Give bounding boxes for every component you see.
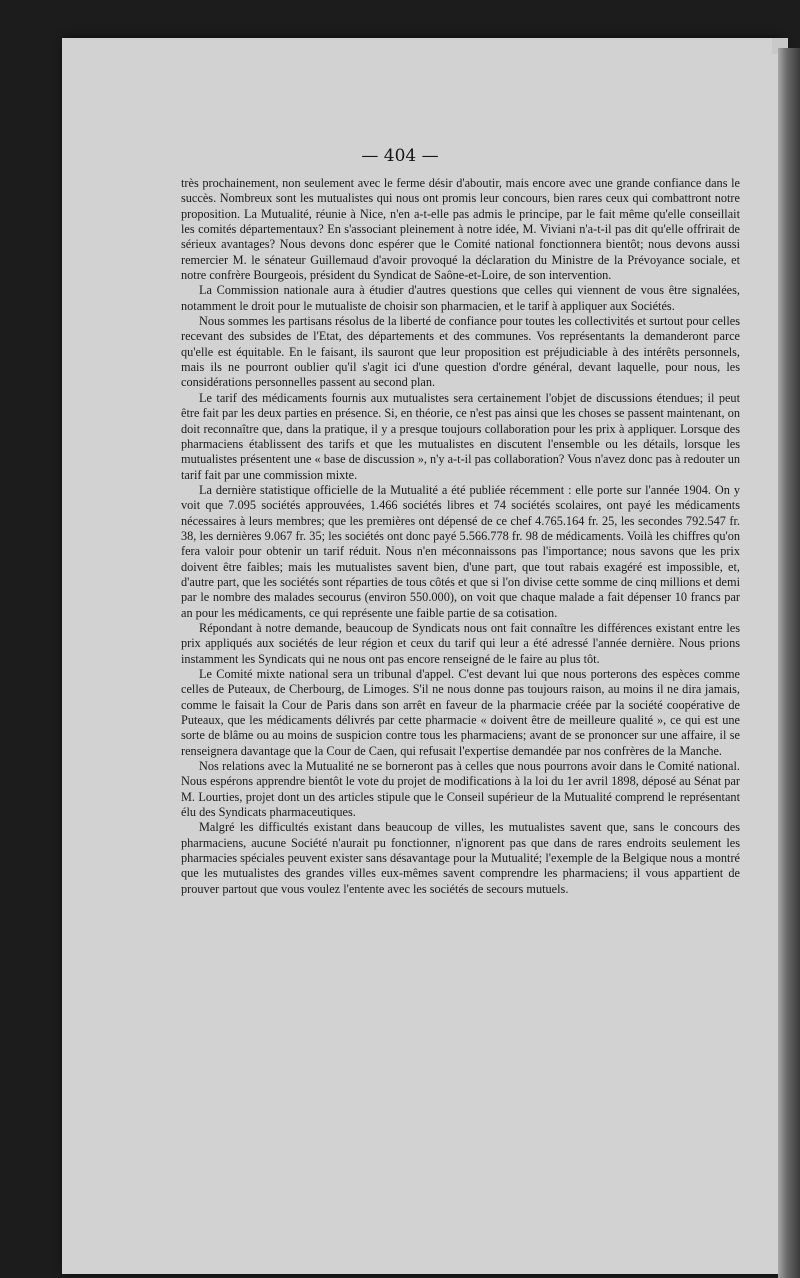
paragraph: très prochainement, non seulement avec le ferme désir d'aboutir, mais encore avec une grande confiance dans le succès. Nombreux sont les mutualistes qui nous ont promis leur concours, bien rares ceux qui combattront notre proposition. La Mutualité, réunie à Nice, n'en a-t-elle pas admis le principe, par le fait même qu'elle conseillait les comités départementaux? En s'associant pleinement à notre idée, M. Viviani n'a-t-il pas dit qu'elle offrirait de sérieux avantages? Nous devons donc espérer que le Comité national fonctionnera bientôt; nous devons aussi remercier M. le sénateur Guillemaud d'avoir provoqué la déclaration du Ministre de la Prévoyance sociale, et notre confrère Bourgeois, président du Syndicat de Saône-et-Loire, de son intervention. — [181, 176, 740, 283]
paragraph: La Commission nationale aura à étudier d'autres questions que celles qui viennent de vous être signalées, notamment le droit pour le mutualiste de choisir son pharmacien, et le tarif à appliquer aux Sociétés. — [181, 283, 740, 313]
paragraph: Le tarif des médicaments fournis aux mutualistes sera certainement l'objet de discussions étendues; il peut être fait par les deux parties en présence. Si, en théorie, ce n'est pas ainsi que les choses se passent maintenant, on doit reconnaître que, dans la pratique, il y a presque toujours collaboration pour les prix à appliquer. Lorsque des pharmaciens établissent des tarifs et que les mutualistes en discutent l'ensemble ou les détails, lorsque les mutualistes présentent une « base de discussion », n'y a-t-il pas collaboration? Vous n'avez donc pas à redouter un tarif fait par une commission mixte. — [181, 390, 740, 482]
paragraph: Malgré les difficultés existant dans beaucoup de villes, les mutualistes savent que, sans le concours des pharmaciens, aucune Société n'aurait pu fonctionner, n'ignorent pas que dans de rares endroits seulement les pharmacies spéciales peuvent exister sans désavantage pour la Mutualité; l'exemple de la Belgique nous a montré que les mutualistes des grandes villes eux-mêmes savent comprendre les pharmaciens; il vous appartient de prouver partout que vous voulez l'entente avec les sociétés de secours mutuels. — [181, 820, 740, 896]
paragraph: Répondant à notre demande, beaucoup de Syndicats nous ont fait connaître les différences existant entre les prix appliqués aux sociétés de leur région et ceux du tarif qui leur a été adressé l'année dernière. Nous prions instamment les Syndicats qui ne nous ont pas encore renseigné de le faire au plus tôt. — [181, 620, 740, 666]
page-edge — [778, 48, 800, 1278]
paragraph: Le Comité mixte national sera un tribunal d'appel. C'est devant lui que nous porterons des espèces comme celles de Puteaux, de Cherbourg, de Limoges. S'il ne nous donne pas toujours raison, au moins il ne dira jamais, comme le faisait la Cour de Paris dans son arrêt en faveur de la pharmacie créée par la société coopérative de Puteaux, que les médicaments délivrés par cette pharmacie « doivent être de meilleure qualité », ce qui est une sorte de blâme ou au moins de suspicion contre tous les pharmaciens; avant de se prononcer sur une affaire, il se renseignera davantage que la Cour de Caen, qui refusait l'expertise demandée par nos confrères de la Manche. — [181, 667, 740, 758]
paragraph: Nos relations avec la Mutualité ne se borneront pas à celles que nous pourrons avoir dans le Comité national. Nous espérons apprendre bientôt le vote du projet de modifications à la loi du 1er avril 1898, déposé au Sénat par M. Lourties, projet dont un des articles stipule que le Conseil supérieur de la Mutualité comprend le représentant élu des Syndicats pharmaceutiques. — [181, 759, 740, 820]
body-text — [181, 176, 740, 897]
page-number: — 404 — — [361, 146, 439, 166]
paragraph: Nous sommes les partisans résolus de la liberté de confiance pour toutes les collectivités et surtout pour celles recevant des subsides de l'Etat, des départements et des communes. Vos représentants la demanderont parce qu'elle est équitable. En le faisant, ils sauront que leur proposition est préjudiciable à des intérêts personnels, mais ils ne pourront oublier qu'il s'agit ici d'une question d'ordre général, devant laquelle, pour nous, les considérations personnelles passent au second plan. — [181, 314, 740, 390]
paragraph: La dernière statistique officielle de la Mutualité a été publiée récemment : elle porte sur l'année 1904. On y voit que 7.095 sociétés approuvées, 1.466 sociétés libres et 74 sociétés scolaires, ont payé les médicaments nécessaires à leurs membres; que les premières ont dépensé de ce chef 4.765.164 fr. 25, les secondes 792.547 fr. 38, les dernières 9.067 fr. 35; les sociétés ont donc payé 5.566.778 fr. 98 de médicaments. Voilà les chiffres qu'on fera valoir pour obtenir un tarif réduit. Nous n'en méconnaissons pas l'importance; nous savons que les prix doivent être faibles; mais les mutualistes savent bien, d'une part, que tout rabais exagéré est impossible, et, d'autre part, que les sociétés sont réparties de tous côtés et que si l'on divise cette somme de cinq millions et demi par le nombre des malades secourus (environ 550.000), on voit que chaque malade a fait dépenser 10 francs par an pour les médicaments, ce qui représente une faible partie de sa cotisation. — [181, 482, 740, 620]
